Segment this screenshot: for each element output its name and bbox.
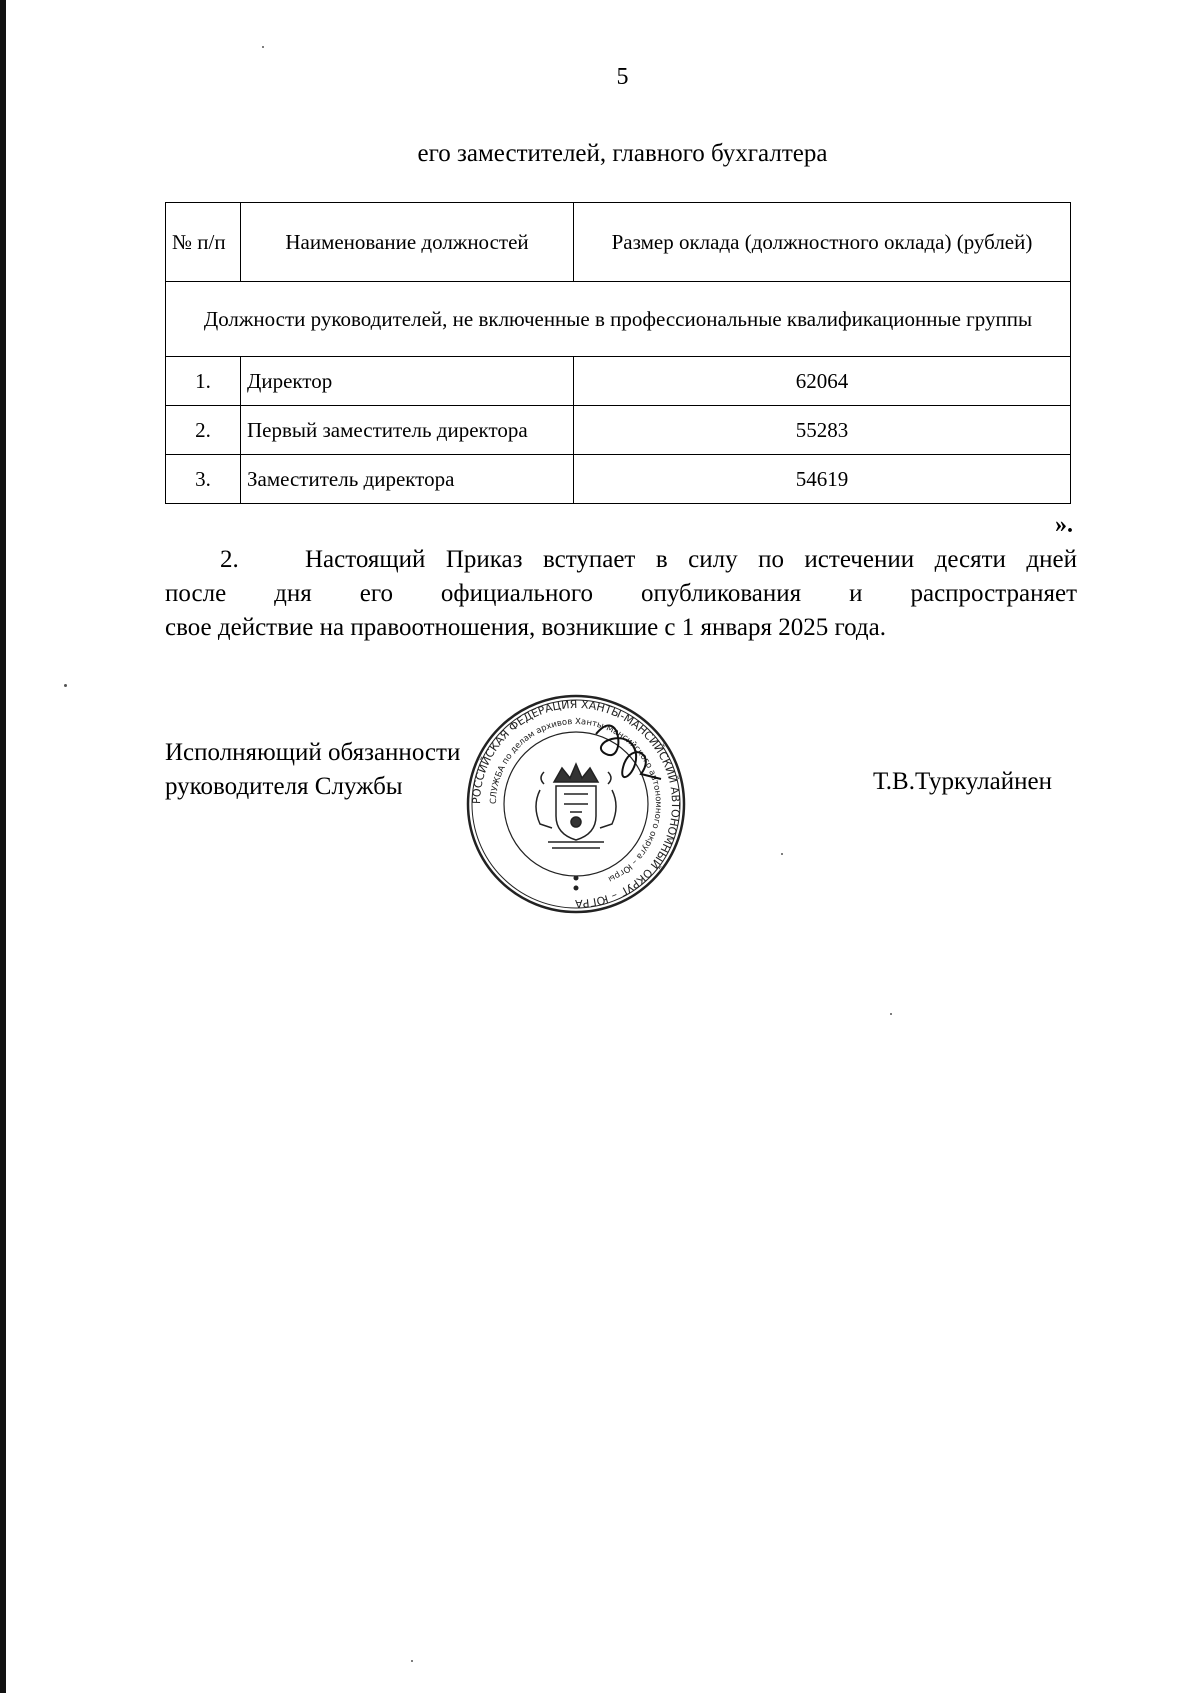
signatory-title <box>165 736 460 804</box>
row-salary: 55283 <box>574 406 1071 455</box>
row-name: Заместитель директора <box>241 455 574 504</box>
row-salary: 54619 <box>574 455 1071 504</box>
table-heading: его заместителей, главного бухгалтера <box>417 140 828 167</box>
scan-speck <box>262 46 264 48</box>
table-row <box>166 455 1071 504</box>
coat-of-arms-icon <box>536 764 616 848</box>
paragraph-number: 2. <box>220 546 239 573</box>
header-name: Наименование должностей <box>241 203 574 282</box>
header-num: № п/п <box>166 203 241 282</box>
signatory-name: Т.В.Туркулайнен <box>873 768 1052 795</box>
row-salary: 62064 <box>574 357 1071 406</box>
scan-speck <box>64 684 67 687</box>
row-num: 1. <box>166 357 241 406</box>
seal-star-icon <box>574 876 579 891</box>
table-group-row <box>166 282 1071 357</box>
page-left-border <box>0 0 6 1693</box>
paragraph-line-3: свое действие на правоотношения, возникшие с 1 января 2025 года. <box>165 614 886 641</box>
seal-inner-text: СЛУЖБА по делам архивов Ханты-Мансийского автономного округа – Югры <box>488 716 664 884</box>
official-seal <box>466 694 686 914</box>
paragraph-text-1: Настоящий Приказ вступает в силу по истечении десяти дней <box>305 546 1077 573</box>
scan-speck <box>781 853 783 855</box>
scan-speck <box>890 1013 892 1015</box>
table-header-row <box>166 203 1071 282</box>
paragraph-line-1 <box>165 543 1077 577</box>
row-num: 2. <box>166 406 241 455</box>
table-row <box>166 406 1071 455</box>
paragraph-2 <box>165 543 1077 645</box>
paragraph-line-2: после дня его официального опубликования и распространяет <box>165 580 1077 607</box>
header-salary: Размер оклада (должностного оклада) (рублей) <box>574 203 1071 282</box>
signatory-title-line-1: Исполняющий обязанности <box>165 739 461 766</box>
table-row <box>166 357 1071 406</box>
seal-outer-text: РОССИЙСКАЯ ФЕДЕРАЦИЯ ХАНТЫ-МАНСИЙСКИЙ АВТОНОМНЫЙ ОКРУГ – ЮГРА <box>469 697 683 911</box>
row-name: Первый заместитель директора <box>241 406 574 455</box>
salary-table <box>165 202 1071 504</box>
group-label: Должности руководителей, не включенные в профессиональные квалификационные группы <box>166 282 1071 357</box>
closing-quote: ». <box>1055 512 1073 538</box>
signatory-title-line-2: руководителя Службы <box>165 773 403 800</box>
page-number: 5 <box>616 64 629 90</box>
row-num: 3. <box>166 455 241 504</box>
row-name: Директор <box>241 357 574 406</box>
scan-speck <box>411 1660 413 1662</box>
